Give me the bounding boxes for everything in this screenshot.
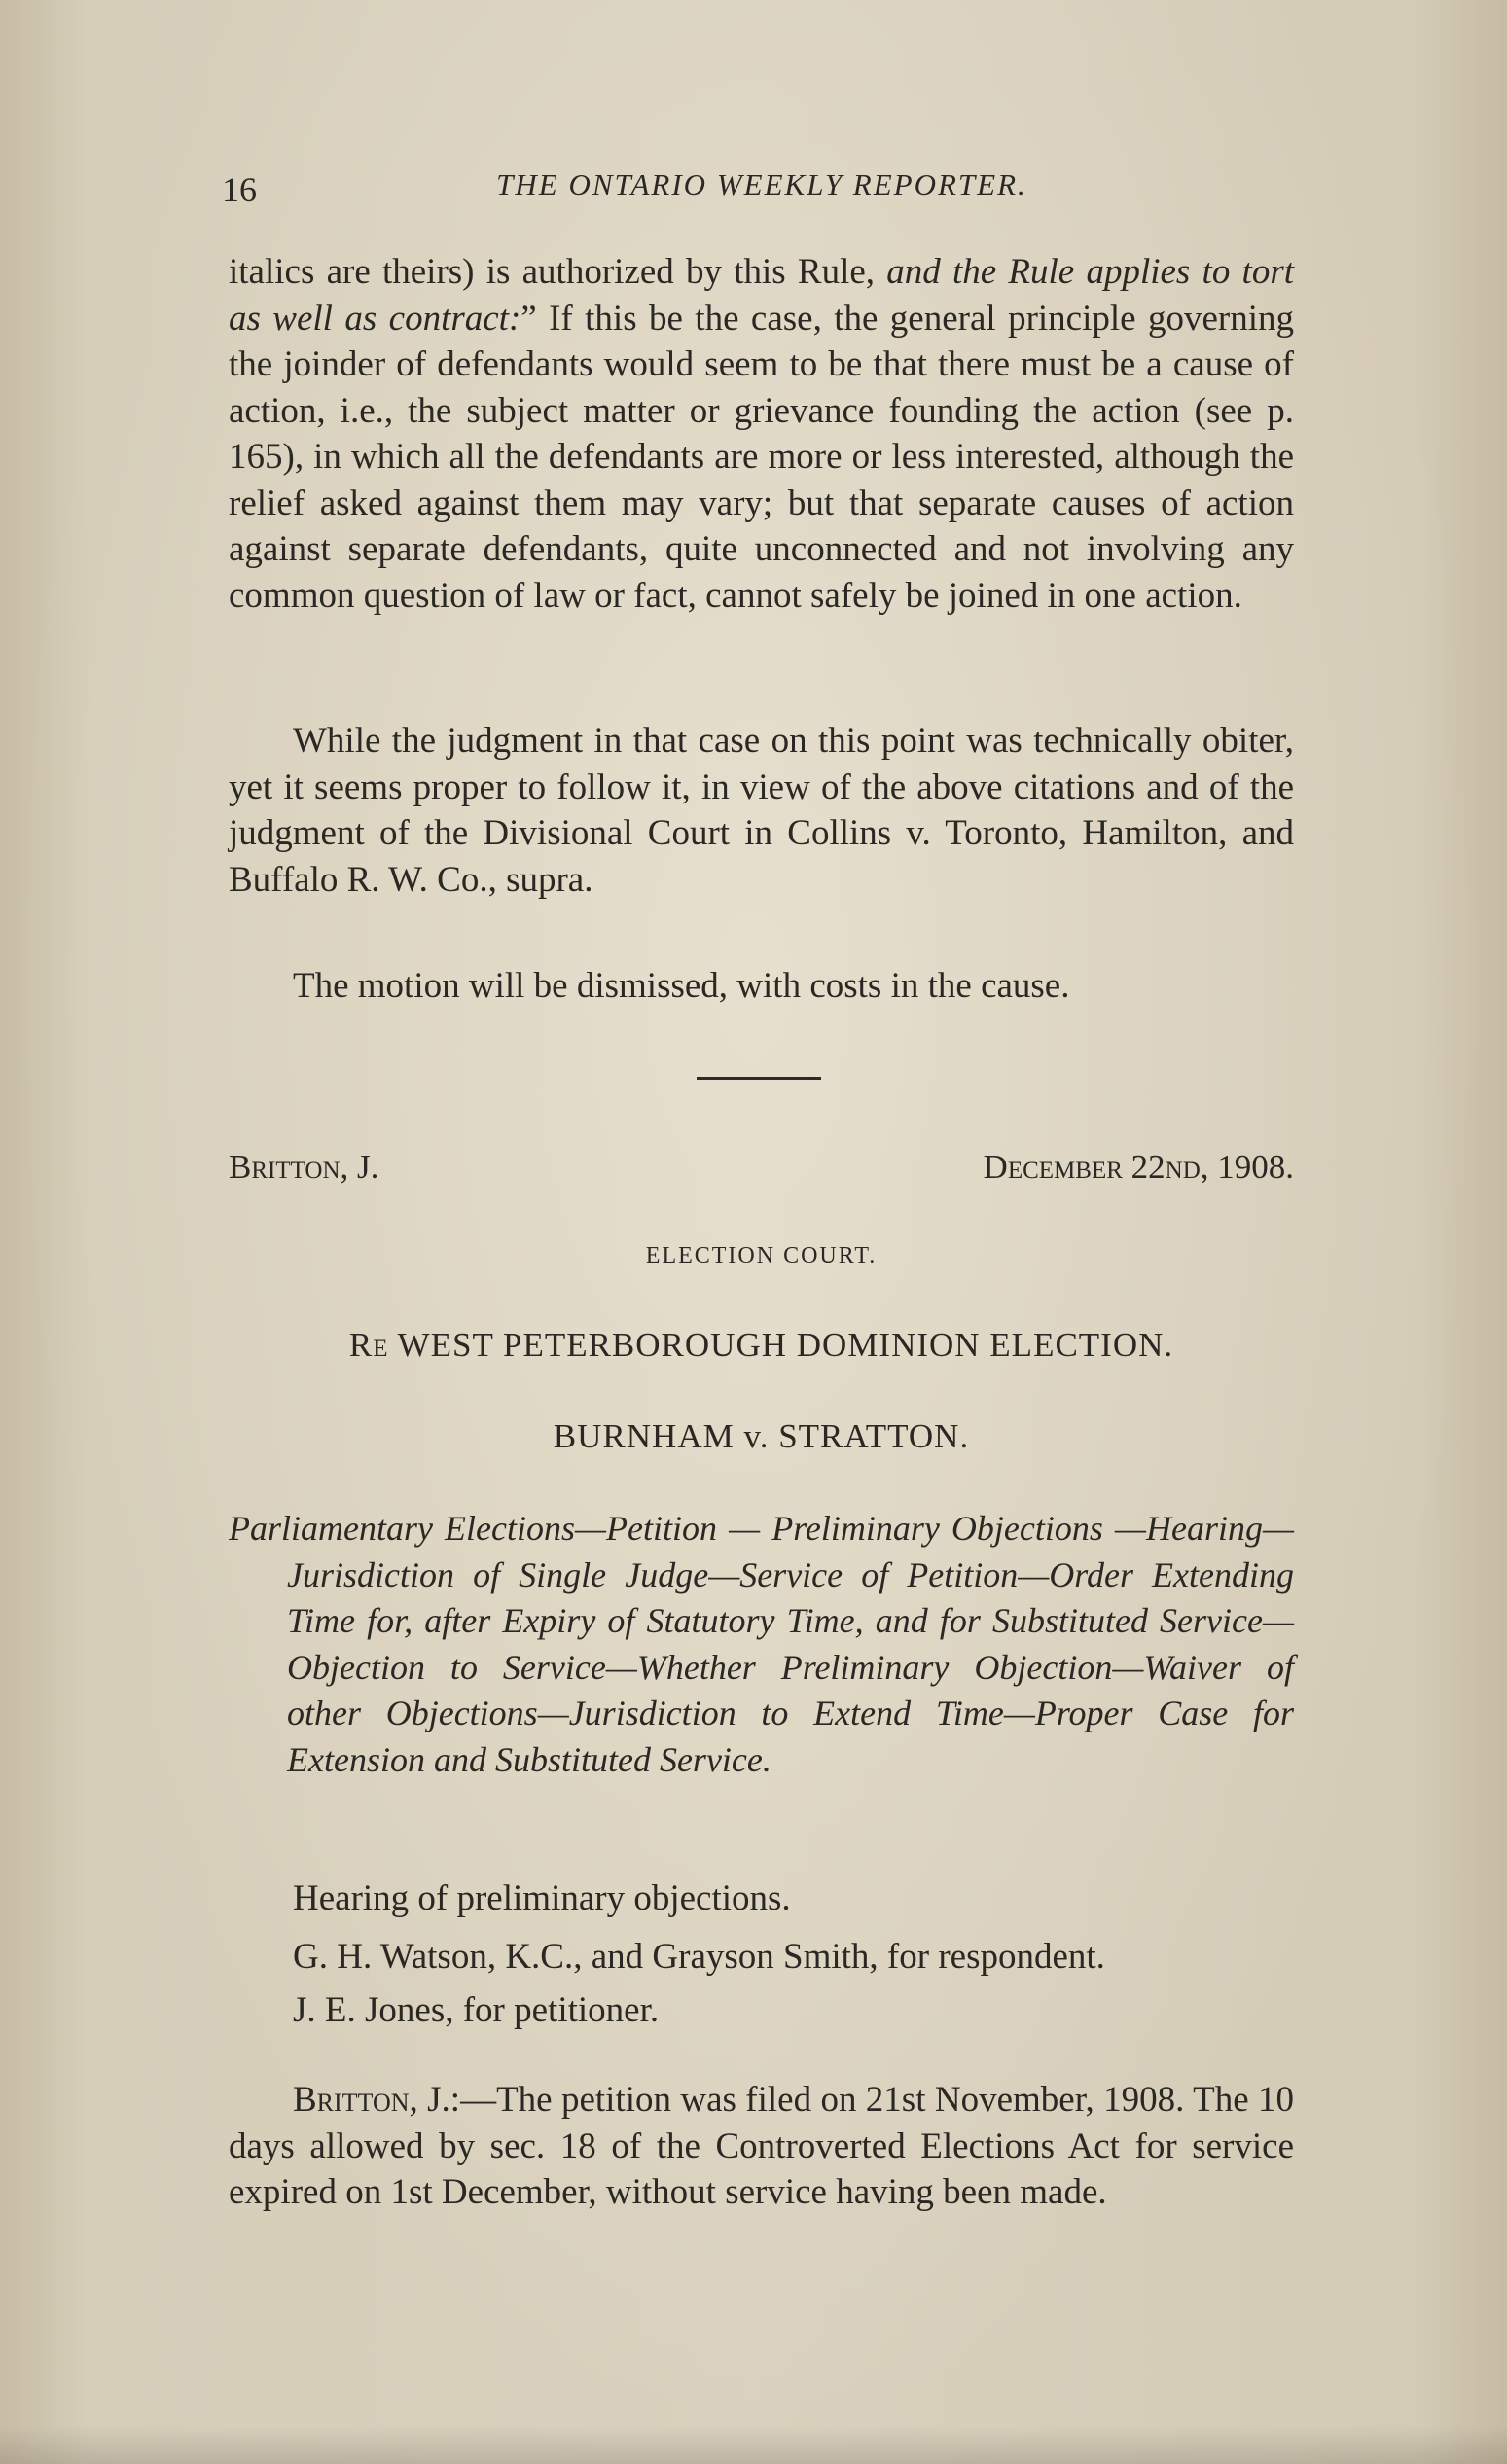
paragraph-text: italics are theirs) is authorized by this Rule,	[229, 252, 887, 292]
opinion-text: :—The petition was filed on 21st November, 1908. The 10 days allowed by sec. 18 of the Controverted Elections Act for service expired on 1st December, without service having been made.	[229, 2080, 1294, 2212]
continued-paragraph	[229, 249, 1294, 619]
paragraph-disposition: The motion will be dismissed, with costs in the cause.	[293, 966, 1070, 1006]
opinion-paragraph	[229, 2077, 1294, 2216]
paragraph-obiter: While the judgment in that case on this point was technically obiter, yet it seems proper to follow it, in view of the above citations and of the judgment of the Divisional Court in Collins v. Toronto, Hamilton, and Buffalo R. W. Co., supra.	[229, 721, 1294, 900]
page-number: 16	[222, 170, 257, 209]
italic-quote: and the Rule applies to tort as well as contract:	[229, 252, 1295, 339]
journal-title: THE ONTARIO WEEKLY REPORTER.	[496, 167, 1027, 201]
counsel-respondent: G. H. Watson, K.C., and Grayson Smith, for respondent.	[293, 1937, 1105, 1977]
case-title-prefix: Re	[348, 1326, 389, 1364]
court-label: ELECTION COURT.	[645, 1243, 878, 1268]
counsel-petitioner: J. E. Jones, for petitioner.	[293, 1990, 660, 2030]
case-parties: BURNHAM v. STRATTON.	[553, 1417, 970, 1455]
section-divider	[697, 1077, 821, 1080]
opinion-judge: Britton, J.	[293, 2080, 450, 2120]
judge-name: Britton, J.	[229, 1148, 379, 1186]
case-title	[229, 1326, 1294, 1365]
paragraph-text: ” If this be the case, the general principle governing the joinder of defendants would seem to be that there must be a cause of action, i.e., the subject matter or grievance founding the action (see p. 165), in which all the defendants are more or less interested, although the relief asked against them may vary; but that separate causes of action against separate defendants, quite unconnected and not involving any common question of law or fact, cannot safely be joined in one action.	[229, 298, 1294, 616]
hearing-line: Hearing of preliminary objections.	[293, 1878, 791, 1918]
headnote: Parliamentary Elections—Petition — Preliminary Objections —Hearing—Jurisdiction of Single Judge—Service of Petition—Order Extending Time for, after Expiry of Statutory Time, and for Substituted Service—Objection to Service—Whether Preliminary Objection—Waiver of other Objections—Jurisdiction to Extend Time—Proper Case for Extension and Substituted Service.	[229, 1509, 1294, 1779]
case-title-text: WEST PETERBOROUGH DOMINION ELECTION.	[388, 1326, 1174, 1364]
running-head	[222, 163, 1302, 212]
decision-date: December 22nd, 1908.	[983, 1148, 1294, 1186]
